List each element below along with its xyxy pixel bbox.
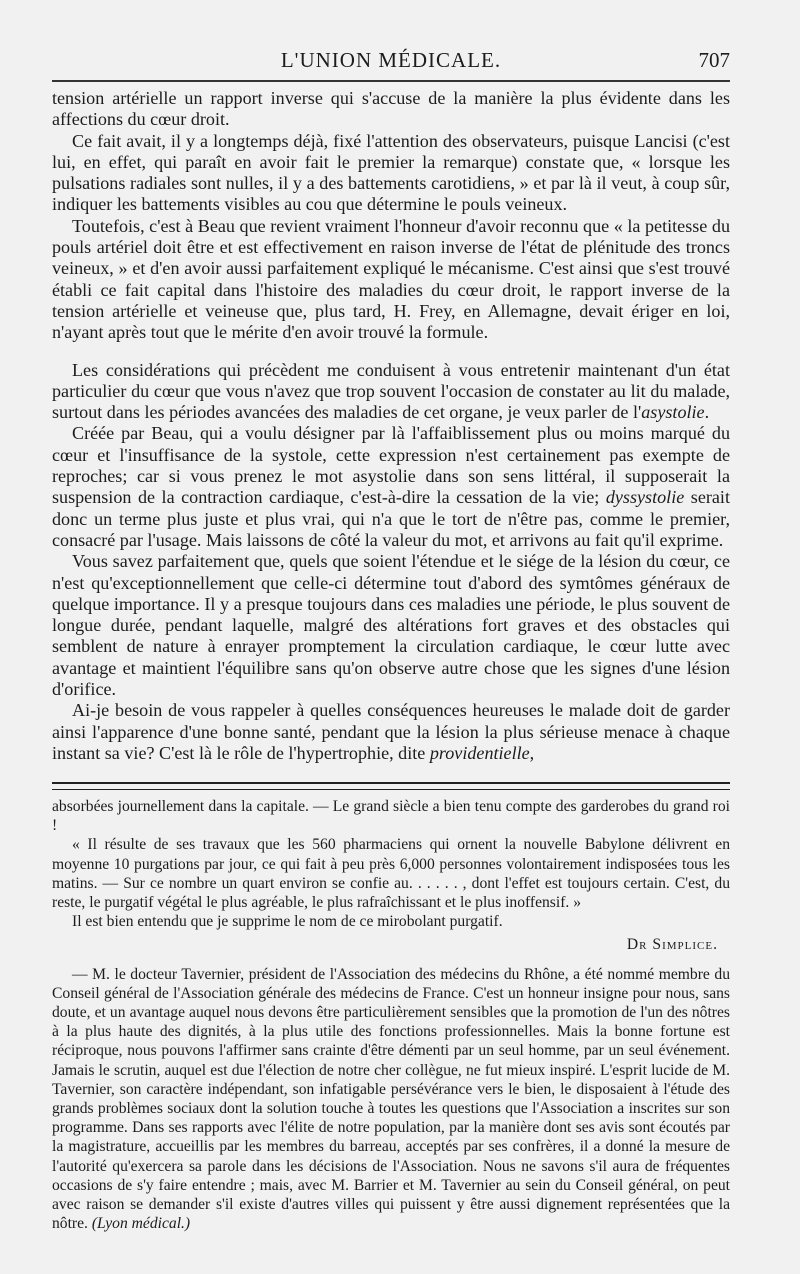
news-source: (Lyon médical.) (91, 1215, 191, 1233)
feuilleton-section (52, 797, 730, 1233)
paragraph-5-text-b: serait donc un terme plus juste et plus vrai, qui n'a que le tort de n'être pas, comme le premier, consacré par l'usage. Mais laissons de côté la valeur du mot, et arrivons au fait qu'il exprime. (52, 487, 730, 550)
journal-title: L'UNION MÉDICALE. (280, 48, 502, 72)
paragraph-1: tension artérielle un rapport inverse qui s'accuse de la manière la plus évidente dans les affections du cœur droit. (52, 88, 730, 130)
paragraph-6: Vous savez parfaitement que, quels que soient l'étendue et le siége de la lésion du cœur, ce n'est qu'exceptionnellement que celle-ci détermine tout d'abord des symtômes généraux de quelque importance. Il y a presque toujours dans ces maladies une période, le plus souvent de longue durée, pendant laquelle, malgré des altérations fort graves et des obstacles qui semblent de nature à enrayer promptement la circulation cardiaque, le cœur lutte avec avantage et maintient l'équilibre sans qu'on observe autre chose que les signes d'une lésion d'orifice. (52, 551, 730, 700)
paragraph-4-text: Les considérations qui précèdent me conduisent à vous entretenir maintenant d'un état particulier du cœur que vous n'avez que trop souvent l'occasion de constater au lit du malade, surtout dans les périodes avancées des maladies de cet organe, je veux parler de l' (52, 359, 730, 423)
paragraph-7-text: Ai-je besoin de vous rappeler à quelles conséquences heureuses le malade doit de garder ainsi l'apparence d'une bonne santé, pendant que la lésion la plus sérieuse menace à chaque instant sa vie? C'est là le rôle de l'hypertrophie, dite (52, 700, 730, 763)
header-rule (52, 80, 730, 82)
paragraph-4 (52, 360, 730, 424)
author-signature: Dr Simplice. (626, 936, 718, 954)
paragraph-5-text-a: Créée par Beau, qui a voulu désigner par là l'affaiblissement plus ou moins marqué du cœur et l'insuffisance de la systole, cette expression n'est certainement pas exempte de reproches; car si vous prenez le mot asystolie dans son sens littéral, il supposerait la suspension de la contraction cardiaque, c'est-à-dire la cessation de la vie; (52, 423, 730, 508)
paragraph-5 (52, 423, 730, 551)
term-providentielle: providentielle (429, 742, 530, 763)
running-header (52, 48, 730, 74)
feuilleton-separator (52, 782, 730, 790)
feuilleton-paragraph-3: Il est bien entendu que je supprime le nom de ce mirobolant purgatif. (72, 913, 503, 931)
paragraph-7 (52, 700, 730, 764)
paragraph-2: Ce fait avait, il y a longtemps déjà, fixé l'attention des observateurs, puisque Lancisi (c'est lui, en effet, qui paraît en avoir fait le premier la remarque) constate que, « lorsque les pulsations radiales sont nulles, il y a des battements carotidiens, » et par là il veut, à coup sûr, indiquer les battements visibles au cou que détermine le pouls veineux. (52, 130, 730, 215)
paragraph-4-end: . (704, 402, 710, 423)
news-item-text: — M. le docteur Tavernier, président de l'Association des médecins du Rhône, a été nommé membre du Conseil général de l'Association générale des médecins de France. C'est un honneur insigne pour nous, sans doute, et un avantage auquel nous devons être particulièrement sensibles que la promotion de l'un des nôtres à la plus haute des dignités, à la plus utile des fonctions professionnelles. Mais la bonne fortune est réciproque, nous pouvons l'affirmer sans crainte d'être démenti par un seul homme, par un seul événement. Jamais le scrutin, auquel est due l'élection de notre cher collègue, ne fut mieux inspiré. L'esprit lucide de M. Tavernier, son caractère indépendant, son infatigable persévérance vers le bien, le disposaient à l'étude des grands problèmes sociaux dont la solution touche à toutes les questions que l'Association a inscrites sur son programme. Dans ses rapports avec l'élite de notre population, par la manière dont ses avis sont écoutés par la magistrature, accueillis par les membres du barreau, acceptés par ses confrères, il a donné la mesure de l'autorité qu'exercera sa parole dans les décisions de l'Association. Nous ne savons s'il aura de fréquentes occasions de s'y faire entendre ; mais, avec M. Barrier et M. Tavernier au sein du Conseil général, on peut avec raison se demander s'il existe d'autres villes qui puissent y être aussi dignement représentées que la nôtre. (52, 965, 730, 1233)
page-number: 707 (698, 48, 730, 72)
paragraph-7-end: , (529, 742, 535, 763)
feuilleton-paragraph-2: « Il résulte de ses travaux que les 560 pharmaciens qui ornent la nouvelle Babylone délivrent en moyenne 10 purgations par jour, ce qui fait à peu près 6,000 personnes volontairement indisposées tous les matins. — Sur ce nombre un quart environ se confie au. . . . . . , dont l'effet est toujours certain. C'est, du reste, le purgatif végétal le plus agréable, le plus rafraîchissant et le plus inoffensif. » (52, 836, 730, 912)
paragraph-3: Toutefois, c'est à Beau que revient vraiment l'honneur d'avoir reconnu que « la petitesse du pouls artériel doit être et est effectivement en raison inverse de l'état de plénitude des troncs veineux, » et d'en avoir aussi parfaitement expliqué le mécanisme. C'est ainsi que s'est trouvé établi ce fait capital dans l'histoire des maladies du cœur droit, le rapport inverse de la tension artérielle et veineuse que, plus tard, H. Frey, en Allemagne, devait ériger en loi, n'ayant après tout que le mérite d'en avoir trouvé la formule. (52, 215, 730, 343)
feuilleton-paragraph-1: absorbées journellement dans la capitale. — Le grand siècle a bien tenu compte des garderobes du grand roi ! (52, 798, 730, 835)
news-item (52, 965, 730, 1234)
term-dyssystolie: dyssystolie (605, 487, 685, 508)
main-article (52, 88, 730, 764)
term-asystolie: asystolie (641, 402, 705, 423)
